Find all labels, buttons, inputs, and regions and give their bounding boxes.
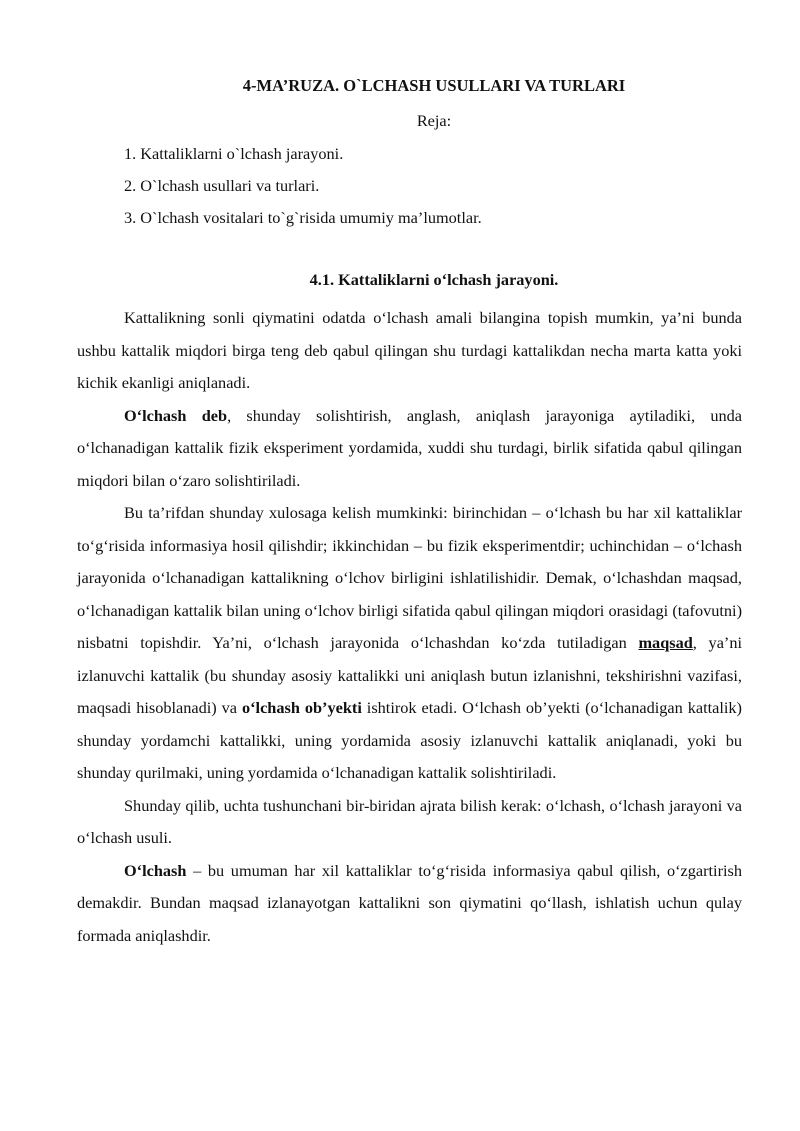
section-heading: 4.1. Kattaliklarni o‘lchash jarayoni. xyxy=(309,270,559,289)
plan-item: 2. O`lchash usullari va turlari. xyxy=(124,176,320,195)
paragraph-1: Kattalikning sonli qiymatini odatda o‘lchash amali bilangina topish mumkin, ya’ni bunda ushbu kattalik miqdori birga teng deb qabul qilingan shu turdagi kattalikdan necha marta katta yoki kichik ekanligi aniqlanadi. xyxy=(77,308,742,392)
term-olchash-obyekti: o‘lchash ob’yekti xyxy=(242,698,362,717)
body-text xyxy=(77,302,742,952)
plan-item: 3. O`lchash vositalari to`g`risida umumiy ma’lumotlar. xyxy=(124,208,482,227)
plan-item: 1. Kattaliklarni o`lchash jarayoni. xyxy=(124,144,344,163)
plan-heading: Reja: xyxy=(416,111,452,130)
term-olchash: O‘lchash xyxy=(124,860,187,880)
paragraph-3-text-b: , ya’ni izlanuvchi kattalik (bu shunday asosiy kattalikki uni aniqlash butun izlanishni, tekshirishni vazifasi, maqsadi hisoblanadi) va xyxy=(77,633,743,717)
term-maqsad: maqsad xyxy=(638,633,693,652)
paragraph-5-text: – bu umuman har xil kattaliklar to‘g‘risida informasiya qabul qilish, o‘zgartirish demakdir. Bundan maqsad izlanayotgan kattalikni son qiymatini qo‘llash, ishlatish uchun qulay formada aniqlashdir. xyxy=(77,860,742,945)
term-olchash-deb: O‘lchash deb xyxy=(124,405,228,425)
paragraph-3 xyxy=(77,497,742,790)
paragraph-2-text: , shunday solishtirish, anglash, aniqlash jarayoniga aytiladiki, unda o‘lchanadigan kattalik fizik eksperiment yordamida, xuddi shu turdagi, birlik sifatida qabul qilingan miqdori bilan o‘zaro solishtiriladi. xyxy=(77,405,742,490)
lecture-title: 4-MA’RUZA. O`LCHASH USULLARI VA TURLARI xyxy=(242,76,626,95)
paragraph-3-text-a: Bu ta’rifdan shunday xulosaga kelish mumkinki: birinchidan – o‘lchash bu har xil kattaliklar to‘g‘risida informasiya hosil qilishdir; ikkinchidan – bu fizik eksperimentdir; uchinchidan – o‘lchash jarayonida o‘lchanadigan kattalikning o‘lchov birligini ishlatilishidir. Demak, o‘lchashdan maqsad, o‘lchanadigan kattalik bilan uning o‘lchov birligi sifatida qabul qilingan miqdori orasidagi (tafovutni) nisbatni topishdir. Ya’ni, o‘lchash jarayonida o‘lchashdan ko‘zda tutiladigan xyxy=(77,503,742,652)
paragraph-5 xyxy=(77,855,742,953)
paragraph-4: Shunday qilib, uchta tushunchani bir-biridan ajrata bilish kerak: o‘lchash, o‘lchash jarayoni va o‘lchash usuli. xyxy=(77,795,742,847)
paragraph-2 xyxy=(77,400,742,498)
paragraph-3-text-c: ishtirok etadi. O‘lchash ob’yekti (o‘lchanadigan kattalik) shunday yordamchi kattalikki, uning yordamida asosiy izlanuvchi kattalik aniqlanadi, yoki bu shunday qurilmaki, uning yordamida o‘lchanadigan kattalik solishtiriladi. xyxy=(77,698,742,782)
